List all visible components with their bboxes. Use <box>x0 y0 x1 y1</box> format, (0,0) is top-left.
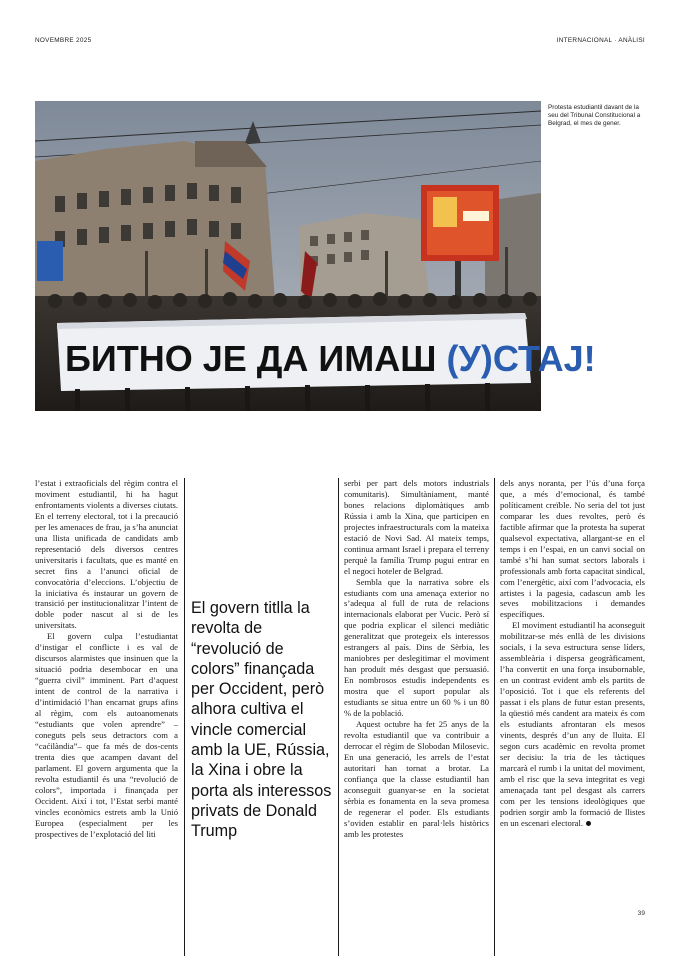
header-section: INTERNACIONAL · ANÀLISI <box>556 37 645 44</box>
paragraph: Aquest octubre ha fet 25 anys de la revolta estudiantil que va contribuir a derrocar el règim de Slobodan Milosevic. En una generació, les arrels de l’estat autoritari han tornat a brotar. La confiança que la classe estudiantil han aconseguit guanyar-se en la societat sèrbia es fonamenta en la seva promesa de regenerar el poder. Els estudiants s’oviden establir en paral·lels històrics amb les protestes <box>344 718 489 839</box>
page-number: 39 <box>637 910 645 917</box>
paragraph: serbi per part dels motors industrials comunitaris). Simultàniament, manté bones relacions diplomàtiques amb Rússia i amb la Xina, que participen en projectes infraestructurals com la mateixa estació de Novi Sad. Al mateix temps, continua armant Israel i prepara el terreny perquè la família Trump pugui entrar en el negoci hoteler de Belgrad. <box>344 478 489 576</box>
pull-quote: El govern titlla la revolta de “revolució de colors” finançada per Occident, però alhora cultiva el vincle comercial amb la UE, Rússia, la Xina i obre la porta als interessos privats de Donald Trump <box>191 599 332 841</box>
column-rule <box>494 478 495 956</box>
article-column-1 <box>35 478 178 839</box>
banner-text-main: БИТНО ЈЕ ДА ИМАШ <box>65 338 447 379</box>
paragraph-text: El moviment estudiantil ha aconseguit mobilitzar-se més enllà de les divisions socials, i la seva estructura sense líders, assembleària i dispersa geogràficament, l’ha convertit en una força insubornable, en un contrast evident amb els partits de l’oposició. Tot i que els referents del passat i els plans de futur estan presents, la qüestió més candent ara mateix és com els estudiants afrontaran els mesos vinents, després d’un any de lluita. El segon curs acadèmic en revolta promet ser decisiu: la tria de les tàctiques marcarà el rumb i la unitat del moviment, amb el risc que la seva integritat es vegi amenaçada tant pel desgast als carrers com per les tensions ideològiques que podrien sorgir amb la formació de llistes en un escenari electoral. <box>500 620 645 828</box>
paragraph: dels anys noranta, per l’ús d’una força que, a més d’emocional, és també políticament creïble. No seria del tot just comparar les dues revoltes, però és factible afirmar que la protesta ha superat qualsevol expectativa, allargant-se en el temps i en l’espai, en un canvi social on també s’hi han sumat sectors laborals i professionals amb forta capacitat sindical, com l’energètic, així com l’advocacia, els artistes i la pagesia, cadascun amb les seves mobilitzacions i demandes específiques. <box>500 478 645 620</box>
column-rule <box>184 478 185 956</box>
article-column-3 <box>344 478 489 839</box>
paragraph: Sembla que la narrativa sobre els estudiants com una amenaça exterior no s’adequa al full de ruta de relacions internacionals elaborat per Vucic. Però sí que podria explicar el silenci mediàtic generalitzat que protegeix els interessos estrangers al país. Dins de Sèrbia, les maniobres per deslegitimar el moviment han produït més desgast que persuasió. En nombrosos estudis independents es mostra que el suport popular als estudiants se situa entre un 60 % i un 80 % de la població. <box>344 576 489 719</box>
banner-text-accent: (У)СТАЈ! <box>446 338 596 379</box>
paragraph: l’estat i extraoficials del règim contra el moviment estudiantil, hi ha hagut enfrontaments violents a diverses ciutats. En el terreny electoral, tot i la precaució per les amenaces de frau, ja s’ha anunciat una llista unificada de candidats amb representació dels diversos centres universitaris i facultats, que es manté en secret fins a l’anunci oficial de convocatòria d’eleccions. L’objectiu de la iniciativa és instaurar un govern de transició per institucionalitzar l’intent de doble poder nascut al si de les universitats. <box>35 478 178 631</box>
header-date: NOVEMBRE 2025 <box>35 37 92 44</box>
end-mark-icon <box>586 821 591 826</box>
banner-text <box>65 338 596 379</box>
photo-caption: Protesta estudiantil davant de la seu del Tribunal Constitucional a Belgrad, el mes de gener. <box>548 104 641 128</box>
article-column-4 <box>500 478 645 829</box>
column-rule <box>338 478 339 956</box>
paragraph-final <box>500 620 645 828</box>
paragraph: El govern culpa l’estudiantat d’instigar el conflicte i es val de discursos alarmistes que insinuen que la situació podria desembocar en una “guerra civil” imminent. Part d’aquest intent de control de la narrativa i d’intimidació l’han encarnat grups afins al règim, com els autoanomenats “estudiants que volen aprendre” –coneguts pels seus detractors com a “caćilàndia”– que fa més de dos-cents trenta dies que acampen davant del parlament. El govern argumenta que la revolta estudiantil és una “revolució de colors”, importada i finançada per Occident. Així i tot, l’Estat serbi manté vincles econòmics estrets amb la Unió Europea (especialment per les prospectives de l’explotació del liti <box>35 631 178 839</box>
